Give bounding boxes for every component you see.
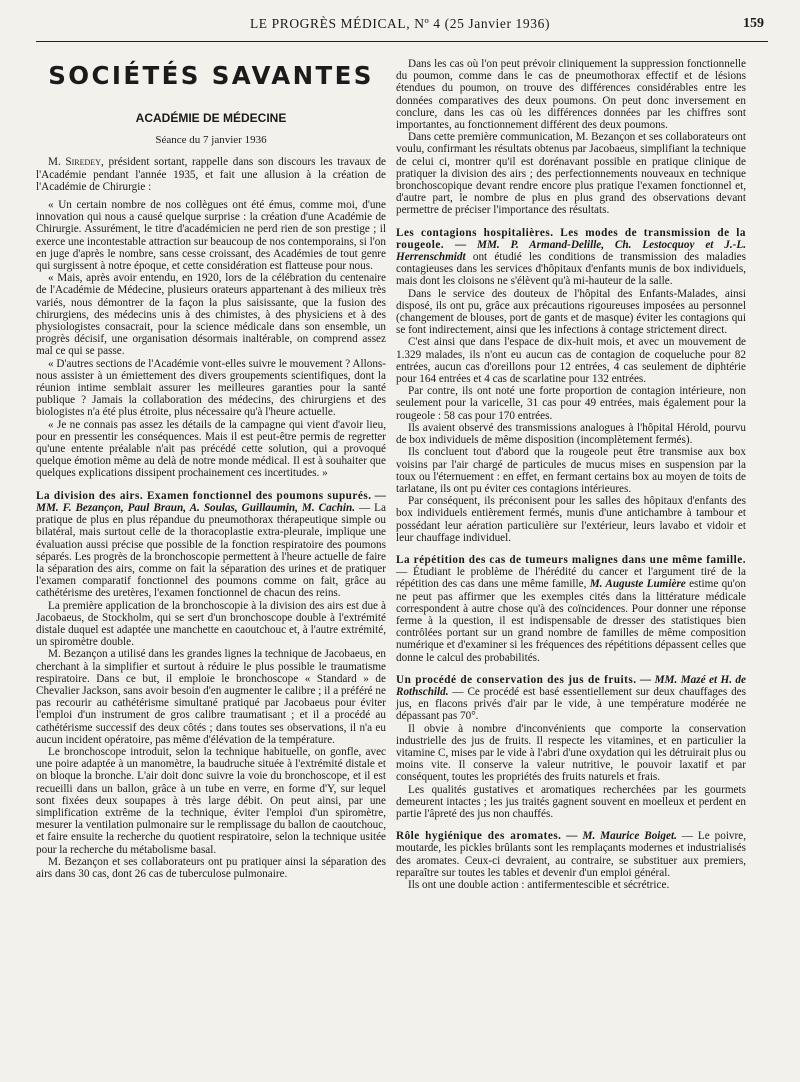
article-3-author: M. Auguste Lumière bbox=[589, 578, 686, 591]
article-2-paragraph-5: Ils avaient observé des transmissions analogues à l'hôpital Hérold, pourvu de box individuels de même disposition (incomplètement fermés). bbox=[396, 421, 746, 447]
speaker-name: M. Siredey, bbox=[48, 156, 104, 169]
article-1-title: La division des airs. Examen fonctionnel des poumons supurés. bbox=[36, 489, 372, 502]
article-1-paragraph-5: M. Bezançon et ses collaborateurs ont pu pratiquer ainsi la séparation des airs dans 30 cas, dont 26 cas de tuberculose pulmonaire. bbox=[36, 855, 386, 880]
article-1-paragraph-3: M. Bezançon a utilisé dans les grandes lignes la technique de Jacobaeus, en cherchant à la simplifier et surtout à réduire le plus possible le traumatisme respiratoire. Dans ce but, il emploie le bronchoscope « Standard » de Chevalier Jackson, sans avoir besoin d'en augmenter le calibre ; il a préféré ne pas recourir au cathétérisme simultané pratiqué par Jacobaeus pour éviter l'emploi d'un instrument de gros calibre traumatisant ; et il a procédé au cathétérisme successif des deux côtés ; dans toutes ses observations, il n'a eu aucun incident opératoire, pas même d'élévation de la température. bbox=[36, 648, 387, 746]
section-title: SOCIÉTÉS SAVANTES bbox=[48, 61, 374, 90]
article-4-title: Un procédé de conservation des jus de fruits. bbox=[396, 673, 637, 686]
left-column bbox=[36, 56, 386, 880]
article-4-paragraph-3: Les qualités gustatives et aromatiques recherchées par les gourmets demeurent intactes ; les jus traités gagnent souvent en moelleux et perdent en partie l'âpreté des jus non chauffés. bbox=[396, 783, 746, 820]
academy-heading: ACADÉMIE DE MÉDECINE bbox=[135, 111, 287, 125]
article-4-lead: Un procédé de conservation des jus de fruits. — MM. Mazé et H. de Rothschild. — Ce procédé est basé essentiellement sur deux chauffages des jus, en flacons privés d'air par le vide, à une température modérée ne dépassant pas 70°. bbox=[396, 673, 746, 723]
article-3-title: La répétition des cas de tumeurs malignes dans une même famille. bbox=[396, 553, 746, 566]
article-4-paragraph-2: Il obvie à nombre d'inconvénients que comporte la conservation industrielle des jus de fruits. Il respecte les vitamines, et en particulier la vitamine C, mises par le vide à l'abri d'une oxydation qui les détruirait plus ou moins vite. Il conserve la valeur nutritive, le pouvoir laxatif et par conséquent, toutes les propriétés des fruits naturels et frais. bbox=[396, 722, 746, 784]
article-2-lead: Les contagions hospitalières. Les modes de transmission de la rougeole. — MM. P. Armand-Delille, Ch. Lestocquoy et J.-L. Herrenschmidt ont étudié les conditions de transmission des maladies contagieuses dans les services d'hôpitaux d'enfants munis de box individuels, mais dont les cloisons ne s'élèvent qu'à mi-hauteur de la salle. bbox=[396, 226, 746, 288]
article-4-authors: — MM. Mazé et H. de Rothschild. bbox=[396, 673, 746, 698]
article-2-authors: — MM. P. Armand-Delille, Ch. Lestocquoy et J.-L. Herrenschmidt bbox=[396, 238, 746, 264]
article-2-title: Les contagions hospitalières. Les modes de transmission de la rougeole. bbox=[396, 226, 746, 251]
article-2-paragraph-6: Ils concluent tout d'abord que la rougeole peut être transmise aux box voisins par l'air chargé de particules de mucus mises en suspension par la toux ou l'éternuement : en effet, en fermant certains box au moyen de toits de tarlatane, ils ont pu éviter ces contagions intérieures. bbox=[396, 446, 746, 495]
article-1-lead: La division des airs. Examen fonctionnel des poumons supurés. — MM. F. Bezançon, Paul Braun, A. Soulas, Guillaumin, M. Cachin. — La pratique de plus en plus répandue du pneumothorax thérapeutique simple ou bilatéral, mais surtout celle de la thoracoplastie extra-pleurale, implique une évaluation aussi précise que possible de la fonction respiratoire des poumons séparés. Les progrès de la bronchoscopie permettent à l'heure actuelle de faire la séparation des airs, comme on fait la séparation des urines et de pratiquer l'examen comparatif fonctionnel des poumons comme on fait, grâce au cathétérisme des uretères, l'examen fonctionnel de chacun des reins. bbox=[36, 489, 386, 600]
page-header bbox=[0, 16, 800, 38]
article-1-paragraph-2: La première application de la bronchoscopie à la division des airs est due à Jacobaeus, de Stockholm, qui se sert d'un bronchoscope double à l'extrémité distale duquel est adaptée une manchette en caoutchouc et, à l'autre extrémité, un spiromètre double. bbox=[36, 599, 386, 649]
intro-paragraph: M. Siredey, président sortant, rappelle dans son discours les travaux de l'Académie pendant l'année 1935, et fait une allusion à la création de l'Académie de Chirurgie : bbox=[36, 156, 387, 193]
article-5-authors: — M. Maurice Boiget. bbox=[561, 830, 677, 843]
article-1-paragraph-7: Dans cette première communication, M. Bezançon et ses collaborateurs ont voulu, confirmant les résultats obtenus par Jacobaeus, simplifiant la technique de celui ci, montrer qu'il est dorénavant possible en pratique clinique de pratiquer la division des airs ; des perfectionnements nouveaux en technique bronchoscopique devant rendre encore plus pratique l'examen fonctionnel et, d'autre part, le nombre de plus en plus grand des observations devant permettre de préciser l'importance des résultats. bbox=[396, 131, 746, 217]
article-1-authors: — MM. F. Bezançon, Paul Braun, A. Soulas, Guillaumin, M. Cachin. bbox=[36, 489, 386, 514]
article-5-paragraph-2: Ils ont une double action : antifermentescible et sécrétrice. bbox=[408, 879, 670, 891]
page-number: 159 bbox=[743, 16, 764, 31]
quote-paragraph-3: « D'autres sections de l'Académie vont-elles suivre le mouvement ? Allons-nous assister à un émiettement des divers groupements scientifiques, dont la réunion intime semblait assurer les meilleures garanties pour la santé publique ? Jamais la collaboration des médecins, des chirurgiens et des biologistes n'a été plus étroite, plus nécessaire qu'à l'heure actuelle. bbox=[36, 357, 386, 419]
article-5-lead: Rôle hygiénique des aromates. — M. Maurice Boiget. — Le poivre, moutarde, les pickles brûlants sont les remplaçants modernes et industrialisés des aromates. Ceux-ci devraient, au contraire, se substituer aux premiers, reparaître sur toutes les tables et devenir d'un emploi général. bbox=[396, 830, 747, 879]
article-1-paragraph-6: Dans les cas où l'on peut prévoir cliniquement la suppression fonctionnelle du poumon, comme dans le cas de pneumothorax effectif et de lésions étendues du poumon, on trouve des différences considérables entre les données comparatives des deux poumons. On peut donc inversement en conclure, dans les cas où les différences données par les chiffres sont importantes, au fonctionnement différent des deux poumons. bbox=[396, 58, 746, 132]
article-2-paragraph-7: Par conséquent, ils préconisent pour les salles des hôpitaux d'enfants des box individuels entièrement fermés, munis d'une antichambre à tambour et possédant leur aération particulière sur l'extérieur, leurs lavabo et vidoir et leur chauffage individuel. bbox=[396, 495, 746, 544]
article-2-paragraph-2: Dans le service des douteux de l'hôpital des Enfants-Malades, ainsi disposé, ils ont pu, grâce aux précautions rigoureuses imposées au personnel (changement de blouses, port de gants et de masque) éviter les contagions qui se font indirectement, ainsi que les infections à contage strictement direct. bbox=[396, 287, 746, 337]
quote-paragraph-4: « Je ne connais pas assez les détails de la campagne qui vient d'avoir lieu, pour en pressentir les conséquences. Mais il est peut-être permis de regretter qu'une entente préalable n'ait pas précédé cette solution, qui a provoqué quelque émotion même au delà de notre monde médical. Il est à souhaiter que quelques explications dissipent prochainement ces incertitudes. » bbox=[36, 418, 386, 480]
right-column bbox=[396, 58, 746, 891]
header-rule bbox=[36, 41, 768, 42]
article-2-paragraph-4: Par contre, ils ont noté une forte proportion de contagion intérieure, non seulement pour la varicelle, 31 cas pour 49 entrées, mais également pour la rougeole : 58 cas pour 170 entrées. bbox=[396, 385, 746, 422]
running-title: LE PROGRÈS MÉDICAL, Nº 4 (25 Janvier 1936) bbox=[249, 16, 551, 31]
article-3-lead: La répétition des cas de tumeurs malignes dans une même famille. — Étudiant le problème de l'hérédité du cancer et l'argument tiré de la répétition des cas dans une même famille, M. Auguste Lumière estime qu'on ne peut pas affirmer que les exemples cités dans la littérature médicale correspondent à autre chose qu'à des coïncidences. Pour donner une réponse ferme à la question, il est indispensable de dresser des statistiques bien contrôlées portant sur un grand nombre de familles de même composition numérique et d'examiner si les fréquences des répétitions dépassent celles que donne le calcul des probabilités. bbox=[396, 553, 746, 664]
article-2-paragraph-3: C'est ainsi que dans l'espace de dix-huit mois, et avec un mouvement de 1.329 malades, ils n'ont eu aucun cas de contagion de coqueluche pour 82 entrées, aucun cas d'oreillons pour 12 entrées, 4 cas seulement de diphtérie pour 164 entrées et 4 cas de scarlatine pour 132 entrées. bbox=[396, 336, 746, 386]
quote-paragraph-1: « Un certain nombre de nos collègues ont été émus, comme moi, d'une innovation qui nous a causé quelque surprise : la création d'une Académie de Chirurgie. Assurément, le titre d'académicien ne perd rien de son prestige ; il exerce une incontestable attraction sur beaucoup de nos contemporains, si l'on en juge d'après le nombre, sans cesse croissant, des Académies de tout genre qui surgissent à notre époque, et cette considération est flatteuse pour nous. bbox=[36, 199, 386, 273]
session-date: Séance du 7 janvier 1936 bbox=[155, 134, 267, 147]
article-5-title: Rôle hygiénique des aromates. bbox=[396, 830, 562, 843]
quote-paragraph-2: « Mais, après avoir entendu, en 1920, lors de la célébration du centenaire de l'Académie de Médecine, plusieurs orateurs appartenant à des milieux très variés, nous démontrer de la façon la plus saisissante, que la fusion des chirurgiens, des médecins unis à des chimistes, à des physiciens et à des physiologistes consacrait, pour la science médicale dans son ensemble, un progrès décisif, une organisation désormais inaltérable, on comprend assez mal ce qui se passe. bbox=[36, 272, 386, 358]
article-1-paragraph-4: Le bronchoscope introduit, selon la technique habituelle, on gonfle, avec une poire adaptée à un manomètre, la baudruche située à l'extrémité distale et on bloque la bronche. L'air doit donc suivre la voie du bronchoscope, et il est recueilli dans un ballon, grâce à un tube en verre, en forme d'Y, sur lequel sont fixées deux soupapes à très large débit. On peut ainsi, par une simplification extrême de la technique, éviter l'emploi d'un spiromètre, mesurer la ventilation pulmonaire sur le remplissage du ballon de caoutchouc, et faire ensuite la recherche du quotient respiratoire, selon la technique usitée pour la recherche du métabolisme basal. bbox=[36, 745, 386, 856]
